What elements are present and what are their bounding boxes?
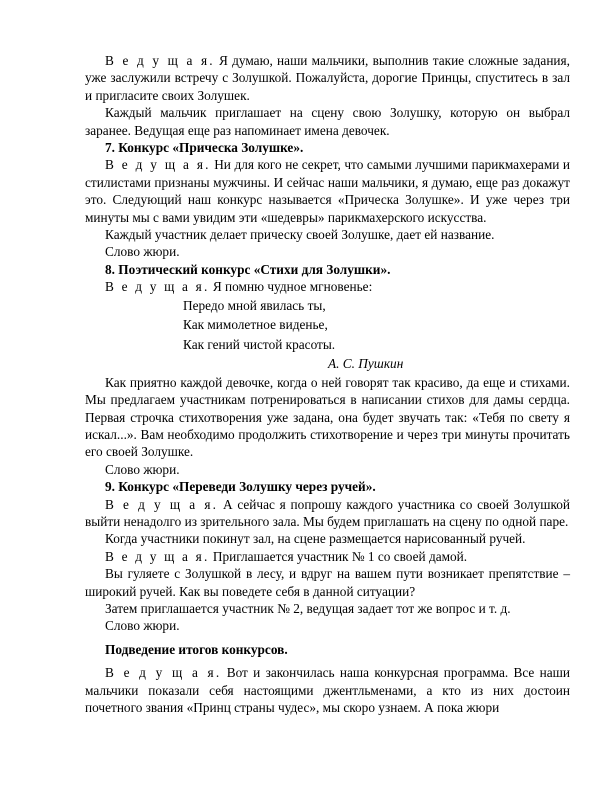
paragraph-text: Я помню чудное мгновенье: bbox=[209, 279, 373, 295]
paragraph-text: Приглашается участник № 1 со своей дамой. bbox=[209, 548, 468, 564]
speaker-label: В е д у щ а я. bbox=[105, 548, 210, 564]
speaker-label: В е д у щ а я. bbox=[105, 157, 211, 173]
paragraph bbox=[85, 548, 570, 565]
paragraph: Вы гуляете с Золушкой в лесу, и вдруг на вашем пути возникает препятствие – широкий ручей. Как вы поведете себя в данной ситуации? bbox=[85, 566, 570, 599]
verse-line: Как гений чистой красоты. bbox=[183, 336, 336, 352]
verse-line: Передо мной явилась ты, bbox=[183, 297, 326, 313]
paragraph: Слово жюри. bbox=[105, 244, 180, 260]
verse-author: А. С. Пушкин bbox=[328, 356, 404, 372]
section-heading-8: 8. Поэтический конкурс «Стихи для Золушки». bbox=[105, 261, 391, 277]
paragraph bbox=[85, 278, 570, 295]
paragraph: Каждый мальчик приглашает на сцену свою Золушку, которую он выбрал заранее. Ведущая еще раз напоминает имена девочек. bbox=[85, 105, 570, 138]
speaker-label: В е д у щ а я. bbox=[105, 665, 222, 681]
paragraph bbox=[85, 52, 570, 104]
section-heading-summary: Подведение итогов конкурсов. bbox=[105, 641, 288, 657]
speaker-label: В е д у щ а я. bbox=[105, 279, 210, 295]
paragraph-text: Вот и закончилась наша конкурсная программа. Все наши мальчики показали себя настоящими джентльменами, а кто из них достоин почетного звания «Принц страны чудес», мы скоро узнаем. А пока жюри bbox=[85, 665, 570, 715]
paragraph bbox=[85, 156, 570, 226]
poem-verse bbox=[183, 296, 570, 374]
paragraph-text: Ни для кого не секрет, что самыми лучшими парикмахерами и стилистами признаны мужчины. И сейчас наши мальчики, я думаю, еще раз докажут это. Следующий наш конкурс называется «Прическа Золушке». И уже через три минуты мы с вами увидим эти «шедевры» парикмахерского искусства. bbox=[85, 157, 570, 225]
paragraph-text: Я думаю, наши мальчики, выполнив такие сложные задания, уже заслужили встречу с Золушкой. Пожалуйста, дорогие Принцы, спуститесь в зал и пригласите своих Золушек. bbox=[85, 53, 570, 103]
paragraph: Слово жюри. bbox=[105, 461, 180, 477]
paragraph bbox=[85, 496, 570, 531]
paragraph: Затем приглашается участник № 2, ведущая задает тот же вопрос и т. д. bbox=[105, 600, 511, 616]
paragraph: Как приятно каждой девочке, когда о ней говорят так красиво, да еще и стихами. Мы предлагаем участникам потренироваться в написании стихов для дамы сердца. Первая строчка стихотворения уже задана, она будет звучать так: «Тебя по свету я искал...». Вам необходимо продолжить стихотворение и через три минуты прочитать его своей Золушке. bbox=[85, 374, 570, 460]
paragraph-text: А сейчас я попрошу каждого участника со своей Золушкой выйти ненадолго из зрительного зала. Мы будем приглашать на сцену по одной паре. bbox=[85, 496, 571, 529]
section-heading-7: 7. Конкурс «Прическа Золушке». bbox=[105, 140, 304, 156]
paragraph: Каждый участник делает прическу своей Золушке, дает ей название. bbox=[105, 227, 495, 243]
paragraph bbox=[85, 664, 570, 716]
verse-line: Как мимолетное виденье, bbox=[183, 317, 328, 333]
speaker-label: В е д у щ а я. bbox=[105, 496, 219, 512]
paragraph: Когда участники покинут зал, на сцене размещается нарисованный ручей. bbox=[105, 531, 526, 547]
section-heading-9: 9. Конкурс «Переведи Золушку через ручей». bbox=[105, 479, 376, 495]
paragraph: Слово жюри. bbox=[105, 618, 180, 634]
document-page bbox=[85, 52, 570, 716]
speaker-label: В е д у щ а я. bbox=[105, 53, 215, 68]
